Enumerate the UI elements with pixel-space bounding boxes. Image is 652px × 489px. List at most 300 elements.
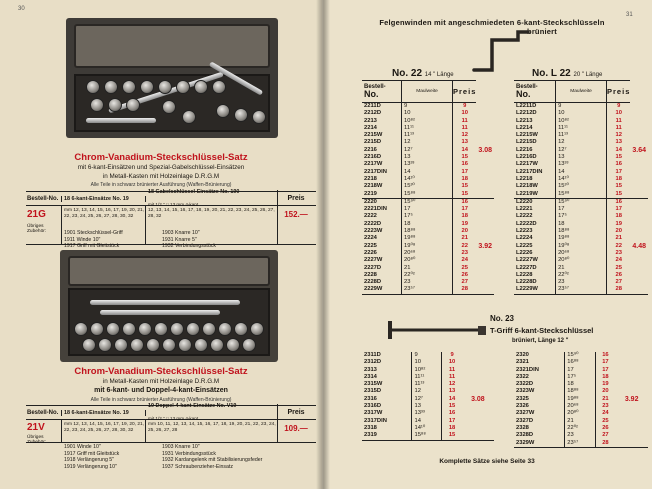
jaw-size: 15⁸⁸ xyxy=(402,191,453,199)
jaw-size: 19⁸⁸ xyxy=(402,235,453,242)
price-cell xyxy=(630,191,648,199)
set2-order-table xyxy=(26,405,316,443)
jaw-size: 20⁸⁰ xyxy=(556,257,607,264)
order-number: 2227D xyxy=(364,264,382,271)
table-row xyxy=(514,235,648,242)
price-cell xyxy=(615,388,648,395)
price-cell xyxy=(476,198,494,206)
table-row xyxy=(514,352,648,359)
case-lid xyxy=(68,256,270,286)
price-cell xyxy=(476,250,494,257)
size-marker: 24 xyxy=(602,410,609,417)
price-cell xyxy=(630,161,648,168)
price-cell xyxy=(615,410,648,417)
price-cell xyxy=(476,228,494,235)
jaw-size: 11¹³ xyxy=(556,132,607,139)
size-marker: 16 xyxy=(461,198,468,205)
price-cell xyxy=(476,265,494,272)
price-cell xyxy=(476,206,494,213)
order-number: 2215D xyxy=(364,139,382,146)
price-cell xyxy=(476,161,494,168)
table-row xyxy=(514,118,648,125)
table-row xyxy=(362,191,494,199)
jaw-size: 23⁵⁷ xyxy=(565,440,595,448)
price-cell xyxy=(630,257,648,264)
jaw-size: 15⁹⁰ xyxy=(556,198,607,206)
table-row xyxy=(362,410,494,417)
price-cell xyxy=(615,374,648,381)
order-number: 2317W xyxy=(364,410,383,417)
set2-line2: mit 6-kant- und Doppel-4-kant-Einsätzen xyxy=(94,387,228,394)
table-row xyxy=(514,139,648,146)
order-number: L2225 xyxy=(516,242,533,249)
jaw-size: 22⁰² xyxy=(565,425,595,432)
size-marker: 10 xyxy=(615,110,622,117)
order-number: 2317DIN xyxy=(364,417,387,424)
order-number: 2216D xyxy=(364,154,382,161)
price-cell xyxy=(615,381,648,388)
noL22-title: No. L 22 20 " Länge xyxy=(532,68,603,79)
price-cell xyxy=(462,381,494,388)
set2-title: Chrom-Vanadium-Steckschlüssel-Satz xyxy=(74,366,248,377)
set1-line2: in Metall-Kasten mit Holzeinlage D.R.G.M xyxy=(102,173,220,180)
order-number: 2219 xyxy=(362,191,402,199)
price-cell xyxy=(630,206,648,213)
jaw-size: 9 xyxy=(556,103,607,111)
size-marker: 25 xyxy=(461,264,468,271)
table-row xyxy=(362,103,494,111)
jaw-size: 10⁸² xyxy=(556,118,607,125)
jaw-size: 12⁷ xyxy=(402,147,453,154)
size-marker: 28 xyxy=(595,440,615,448)
price-cell xyxy=(462,410,494,417)
size-marker: 11 xyxy=(615,124,622,131)
order-number: 2212D xyxy=(364,110,382,117)
price-cell xyxy=(476,154,494,161)
price-cell xyxy=(476,279,494,286)
price-cell xyxy=(476,213,494,220)
table-row xyxy=(514,176,648,183)
size-marker: 21 xyxy=(602,395,609,402)
jaw-size: 20⁸⁰ xyxy=(565,410,595,417)
table-row xyxy=(514,257,648,264)
order-number: L2221 xyxy=(516,206,533,213)
jaw-size: 18 xyxy=(402,221,453,228)
size-marker: 20 xyxy=(615,228,622,235)
size-marker: 27 xyxy=(461,279,468,286)
price-cell xyxy=(630,250,648,257)
order-number: 2223W xyxy=(364,228,383,235)
jaw-size: 15⁸⁸ xyxy=(556,191,607,199)
table-row xyxy=(362,418,494,425)
order-number: 2227W xyxy=(364,257,383,264)
table-row xyxy=(362,198,494,206)
price-cell xyxy=(630,183,648,190)
size-marker: 27 xyxy=(615,279,622,286)
size-marker: 26 xyxy=(602,424,609,431)
jaw-size: 13 xyxy=(402,154,453,161)
jaw-size: 18⁸⁸ xyxy=(556,228,607,235)
price-cell xyxy=(462,352,494,359)
price-cell: 3.08 xyxy=(478,146,492,154)
size-marker: 15 xyxy=(461,154,468,161)
price-cell xyxy=(476,221,494,228)
order-number: L2216 xyxy=(516,146,533,153)
set1-col-bestell: Bestell-No. xyxy=(26,196,62,202)
price-cell xyxy=(462,367,494,374)
t-handle-wrench-icon xyxy=(382,318,492,344)
order-number: L2211D xyxy=(516,103,537,109)
order-number: L2218W xyxy=(516,183,538,190)
size-marker: 19 xyxy=(602,381,609,388)
no22-title: No. 22 14 " Länge xyxy=(392,68,454,79)
price-cell xyxy=(476,132,494,139)
size-marker: 11 xyxy=(461,117,468,124)
order-number: L2213 xyxy=(516,117,533,124)
price-cell xyxy=(615,418,648,425)
size-marker: 27 xyxy=(602,432,609,439)
table-row xyxy=(362,125,494,132)
size-marker: 18 xyxy=(448,424,456,431)
table-row xyxy=(514,110,648,117)
size-marker: 18 xyxy=(461,175,468,182)
table-row xyxy=(514,183,648,190)
size-marker: 11 xyxy=(615,117,622,124)
table-row xyxy=(514,206,648,213)
size-marker: 12 xyxy=(448,381,456,388)
order-number: L2227W xyxy=(516,257,538,264)
table-row xyxy=(514,374,648,381)
jaw-size: 23 xyxy=(402,279,453,286)
order-number: 2315W xyxy=(364,381,383,388)
size-marker: 25 xyxy=(615,264,622,271)
jaw-size: 12 xyxy=(402,139,453,146)
table-row xyxy=(514,198,648,206)
order-number: L2214 xyxy=(516,124,533,131)
size-marker: 19 xyxy=(615,220,622,227)
jaw-size: 10 xyxy=(402,110,453,117)
size-marker: 16 xyxy=(461,161,468,168)
size-marker: 15 xyxy=(453,191,477,199)
size-marker: 19 xyxy=(461,220,468,227)
order-number: 2224 xyxy=(364,235,377,242)
jaw-size: 23⁵⁷ xyxy=(402,286,453,294)
size-marker: 21 xyxy=(461,235,468,242)
jaw-size: 18⁸⁸ xyxy=(402,228,453,235)
jaw-size: 19⁸⁸ xyxy=(565,396,595,403)
size-marker: 17 xyxy=(602,359,609,366)
price-cell xyxy=(476,118,494,125)
order-number: 2322 xyxy=(516,373,529,380)
size-marker: 12 xyxy=(461,132,468,139)
price-cell xyxy=(615,425,648,432)
size-marker: 17 xyxy=(615,206,622,213)
set1-title: Chrom-Vanadium-Steckschlüssel-Satz xyxy=(74,152,248,163)
jaw-size: 19⁸⁸ xyxy=(556,235,607,242)
size-marker: 10 xyxy=(461,110,468,117)
jaw-size: 12 xyxy=(556,139,607,146)
jaw-size: 22⁰² xyxy=(402,272,453,279)
price-cell xyxy=(630,169,648,176)
no23-table xyxy=(362,352,494,441)
table-row xyxy=(362,359,494,366)
table-row xyxy=(362,221,494,228)
size-marker: 25 xyxy=(602,417,609,424)
table-row xyxy=(514,103,648,111)
jaw-size: 15⁸⁸ xyxy=(412,432,442,440)
price-cell xyxy=(462,388,494,395)
order-number: 2322D xyxy=(516,381,534,388)
set1-accessories-b: 1903 Knarre 10" 1931 Knarre 5" 1932 Verbindungsstück xyxy=(162,230,216,250)
table-row xyxy=(362,425,494,432)
case-lid xyxy=(74,24,270,68)
table-row xyxy=(514,213,648,220)
order-number: 2319 xyxy=(362,432,412,440)
order-number: 2327W xyxy=(516,410,535,417)
order-number: 2327D xyxy=(516,417,534,424)
jaw-size: 23 xyxy=(565,432,595,439)
jaw-size: 21 xyxy=(402,265,453,272)
order-number: 2222 xyxy=(364,213,377,220)
extension-bar xyxy=(86,118,156,123)
jaw-size: 12 xyxy=(412,388,442,395)
size-marker: 17 xyxy=(461,168,468,175)
size-marker: 17 xyxy=(602,366,609,373)
order-number: 2216 xyxy=(364,146,377,153)
price-cell xyxy=(476,191,494,199)
jaw-size: 15³⁰ xyxy=(402,183,453,190)
order-number: 2226 xyxy=(364,249,377,256)
size-marker: 11 xyxy=(461,124,468,131)
order-number: 2228 xyxy=(364,271,377,278)
price-cell xyxy=(462,432,494,440)
jaw-size: 13 xyxy=(412,403,442,410)
set2-line3: Alle Teile in schwarz brünierter Ausführung (Waffen-Brünierung) xyxy=(90,397,232,403)
book-gutter xyxy=(316,0,330,489)
right-heading: Felgenwinden mit angeschmiedeten 6-kant-Steckschlüsseln xyxy=(379,18,605,27)
order-number: 2328 xyxy=(516,424,529,431)
jaw-size: 16⁸⁸ xyxy=(565,359,595,366)
size-marker: 28 xyxy=(607,286,631,294)
order-number: 2315D xyxy=(364,388,382,395)
size-marker: 9 xyxy=(450,352,454,358)
jaw-size: 17 xyxy=(565,367,595,374)
size-marker: 18 xyxy=(615,213,622,220)
jaw-size: 11¹¹ xyxy=(556,125,607,132)
jaw-size: 15³⁰ xyxy=(556,183,607,190)
jaw-size: 21 xyxy=(565,418,595,425)
order-number: 2316D xyxy=(364,403,382,410)
size-marker: 20 xyxy=(461,228,468,235)
order-number: 2313 xyxy=(364,366,377,373)
table-row xyxy=(362,110,494,117)
jaw-size: 23 xyxy=(556,279,607,286)
jaw-size: 13³³ xyxy=(556,161,607,168)
size-marker: 15 xyxy=(615,183,622,190)
table-row xyxy=(514,191,648,199)
right-heading-2: brüniert xyxy=(527,27,557,36)
right-page xyxy=(322,0,652,489)
extension-bar xyxy=(90,300,240,305)
size-marker: 24 xyxy=(615,257,622,264)
jaw-size: 17 xyxy=(556,206,607,213)
order-number: 2321DIN xyxy=(516,366,539,373)
jaw-size: 20⁶⁸ xyxy=(402,250,453,257)
set2-col-hex: 18 6-kant-Einsätze No. 19 xyxy=(62,410,146,416)
no23-title: No. 23 xyxy=(490,314,515,323)
size-marker: 15 xyxy=(448,403,456,410)
order-number: 2318 xyxy=(364,424,377,431)
order-number: 2215W xyxy=(364,132,383,139)
order-number: 2221DIN xyxy=(364,206,387,213)
order-number: 2326 xyxy=(516,403,529,410)
jaw-size: 17⁵ xyxy=(565,374,595,381)
price-cell: 4.48 xyxy=(632,242,646,250)
table-row xyxy=(514,359,648,366)
price-cell xyxy=(630,228,648,235)
order-number: 2312D xyxy=(364,359,382,366)
set2-price: 109.— xyxy=(284,424,308,433)
table-row xyxy=(362,374,494,381)
price-cell xyxy=(630,103,648,111)
price-cell: 3.92 xyxy=(478,242,492,250)
table-row xyxy=(514,418,648,425)
jaw-size: 9 xyxy=(402,103,453,111)
jaw-size: 20⁶⁸ xyxy=(556,250,607,257)
jaw-size: 22⁰² xyxy=(556,272,607,279)
table-row xyxy=(362,243,494,250)
table-row xyxy=(514,381,648,388)
socket-set-photo-2 xyxy=(60,250,278,362)
table-row xyxy=(514,161,648,168)
no23-desc: T-Griff 6-kant-Steckschlüssel xyxy=(490,326,594,335)
table-row xyxy=(362,147,494,154)
table-row xyxy=(362,169,494,176)
price-cell xyxy=(630,198,648,206)
table-row xyxy=(514,425,648,432)
table-row xyxy=(362,432,494,440)
order-number: L2222 xyxy=(516,213,533,220)
set1-col-preis: Preis xyxy=(287,195,305,202)
order-number: L2220 xyxy=(516,198,533,205)
jaw-size: 11¹³ xyxy=(402,132,453,139)
price-cell xyxy=(615,403,648,410)
price-cell xyxy=(630,154,648,161)
table-row xyxy=(514,265,648,272)
price-cell: 3.64 xyxy=(632,146,646,154)
order-number: 2229W xyxy=(362,286,402,294)
price-cell xyxy=(476,110,494,117)
page-number-left: 30 xyxy=(18,6,25,12)
order-number: L2228 xyxy=(516,271,533,278)
price-cell xyxy=(630,110,648,117)
order-number: 2316 xyxy=(364,395,377,402)
jaw-size: 14 xyxy=(402,169,453,176)
size-marker: 18 xyxy=(615,175,622,182)
set1-col-gabel: 18 Gabelschlüssel-Einsätze No. 190 mit 1/2 " □ 13 mm 4-kant xyxy=(146,190,278,207)
jaw-size: 17 xyxy=(402,206,453,213)
jaw-size: 12⁷ xyxy=(556,147,607,154)
table-row xyxy=(362,352,494,359)
set1-col-hex: 18 6-kant-Einsätze No. 19 xyxy=(62,196,146,202)
size-marker: 18 xyxy=(461,213,468,220)
table-row xyxy=(362,139,494,146)
jaw-size: 23⁵⁷ xyxy=(556,286,607,294)
price-cell xyxy=(462,418,494,425)
size-marker: 16 xyxy=(615,161,622,168)
size-marker: 14 xyxy=(448,395,456,402)
order-number: 2218 xyxy=(364,175,377,182)
jaw-size: 17⁵ xyxy=(402,213,453,220)
table-row xyxy=(514,403,648,410)
table-row xyxy=(362,206,494,213)
size-marker: 15 xyxy=(607,191,631,199)
size-marker: 20 xyxy=(602,388,609,395)
price-cell xyxy=(476,139,494,146)
jaw-size: 19⁰⁸ xyxy=(402,243,453,250)
set2-col-preis: Preis xyxy=(287,409,305,416)
size-marker: 16 xyxy=(602,352,609,358)
order-number: L2217W xyxy=(516,161,538,168)
table-row xyxy=(362,403,494,410)
price-cell xyxy=(476,286,494,294)
size-marker: 13 xyxy=(448,388,456,395)
table-row xyxy=(362,388,494,395)
table-row xyxy=(514,243,648,250)
order-number: 2225 xyxy=(364,242,377,249)
jaw-size: 14¹⁰ xyxy=(412,425,442,432)
jaw-size: 13³³ xyxy=(402,161,453,168)
price-cell xyxy=(615,432,648,439)
noL22-table: Bestell- No. Maulweite Preis L2211D 9 9 L2212D 10 10 L2213 10⁸² 11 L2214 11¹¹ 11 L2215W 11¹³ 12 L2215D 12 13 L2216 12⁷ 14 3.64 L2216D 13 15 L2217W 13³³ 16 L2217DIN 14 17 L2218 14¹⁰ 18 L2218W 15³⁰ 15 L2219W 15⁸⁸ 15 L2220 15⁹⁰ 16 L2221 17 17 L2222 17⁵ 18 L2222D 18 19 L2223 18⁸⁸ 20 L2224 19⁸⁸ 21 L2225 19⁰⁸ 22 4.48 L2226 20⁶⁸ 23 L2227W 20⁸⁰ 24 L2227D 21 25 L2228 22⁰² 26 L2228D 23 27 L2229W 23⁵⁷ 28 xyxy=(514,80,648,295)
jaw-size: 17⁵ xyxy=(556,213,607,220)
socket-set-photo-1 xyxy=(66,18,278,138)
jaw-size: 14¹⁰ xyxy=(402,176,453,183)
order-number: 2325 xyxy=(516,395,529,402)
table-row xyxy=(362,118,494,125)
price-cell xyxy=(630,139,648,146)
size-marker: 17 xyxy=(461,206,468,213)
size-marker: 26 xyxy=(461,271,468,278)
size-marker: 24 xyxy=(461,257,468,264)
table-row xyxy=(514,410,648,417)
price-cell xyxy=(630,265,648,272)
table-row xyxy=(514,440,648,448)
order-number: 2222D xyxy=(364,220,382,227)
size-marker: 11 xyxy=(448,373,456,380)
price-cell xyxy=(476,103,494,111)
set2-accessories-b: 1903 Knarre 10" 1931 Verbindungsstück 1932 Kardangelenk mit Stabilisierungsfeder 1937 Schraubenzieher-Einsatz xyxy=(162,444,263,470)
handle-bar xyxy=(100,310,220,315)
table-row xyxy=(362,132,494,139)
order-number: L2215D xyxy=(516,139,537,146)
size-marker: 28 xyxy=(453,286,477,294)
size-marker: 15 xyxy=(442,432,462,440)
table-row xyxy=(514,279,648,286)
order-number: 2213 xyxy=(364,117,377,124)
order-number: 2218W xyxy=(364,183,383,190)
no23-desc2: brüniert, Länge 12 " xyxy=(512,338,569,344)
price-cell xyxy=(630,176,648,183)
size-marker: 17 xyxy=(615,168,622,175)
table-row xyxy=(514,286,648,294)
price-cell xyxy=(476,257,494,264)
order-number: 2311D xyxy=(364,352,381,358)
table-row xyxy=(362,235,494,242)
order-number: 2214 xyxy=(364,124,377,131)
order-number: L2228D xyxy=(516,279,537,286)
left-page xyxy=(0,0,322,489)
